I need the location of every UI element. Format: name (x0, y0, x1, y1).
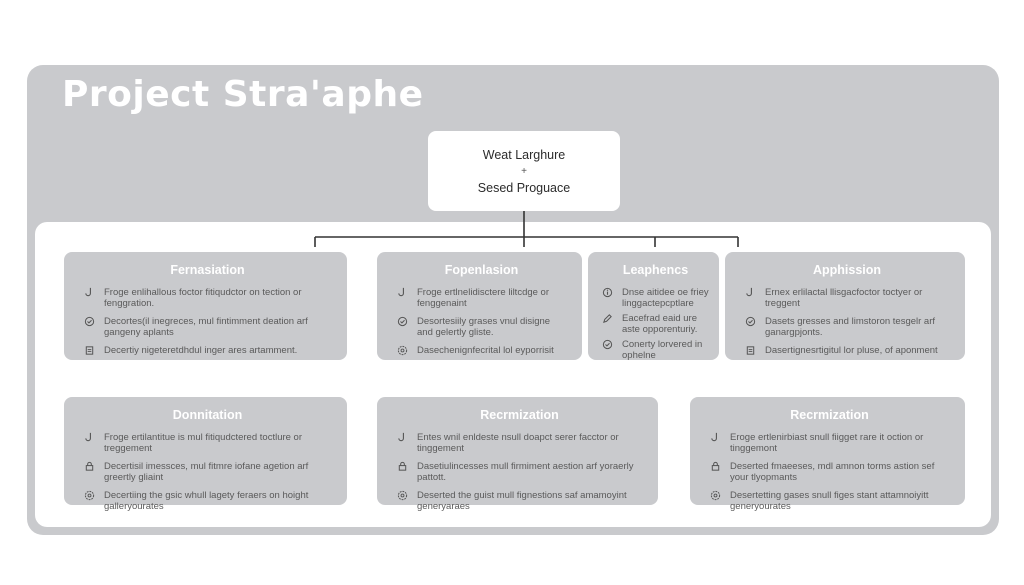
root-line-2: Sesed Proguace (477, 180, 571, 195)
card-title: Apphission (812, 263, 882, 277)
bottom-card-2 (377, 397, 658, 512)
lock-icon (708, 461, 722, 473)
bottom-card-1 (64, 397, 347, 512)
list-item: Decortes(il inegreces, mul fintimment deation arf gangeny aplants (82, 316, 333, 338)
lock-icon (395, 461, 409, 473)
card-title: Fopenlasion (444, 263, 519, 277)
list-item: Decertiy nigeteretdhdul inger ares artamment. (82, 345, 333, 357)
list-item: Eroge ertlenirbiast snull fiigget rare it oction or tinggemont (708, 432, 951, 454)
list-item: Dasets gresses and limstoron tesgelr arf ganargpjonts. (743, 316, 951, 338)
root-separator: + (521, 165, 527, 177)
gear-icon (82, 490, 96, 502)
root-node (428, 131, 620, 211)
check-circle-icon (82, 316, 96, 328)
card-title: Donnitation (172, 408, 243, 422)
hook-icon (743, 287, 757, 299)
list-item: Conerty lorvered in ophelne (600, 339, 711, 361)
list-item: Ernex erlilactal llisgacfoctor toctyer or treggent (743, 287, 951, 309)
check-circle-icon (600, 339, 614, 351)
hook-icon (395, 432, 409, 444)
list-item: Desertetting gases snull figes stant attamnoiyitt generyourates (708, 490, 951, 512)
lock-icon (82, 461, 96, 473)
list-item: Dnse aitidee oe friey linggactepcptlare (600, 287, 711, 309)
gear-icon (395, 490, 409, 502)
top-card-2 (377, 252, 582, 360)
list-item: Dasertignesrtigitul lor pluse, of aponment (743, 345, 951, 357)
list-item: Eacefrad eaid ure aste opporenturiy. (600, 313, 711, 335)
document-icon (743, 345, 757, 357)
gear-icon (395, 345, 409, 357)
card-title: Recrmization (480, 408, 559, 422)
hook-icon (82, 287, 96, 299)
list-item: Dasetiulincesses mull firmiment aestion arf yoraerly pattott. (395, 461, 644, 483)
diagram-title: Project Stra'aphe (62, 74, 424, 115)
pencil-icon (600, 313, 614, 325)
card-title: Fernasiation (170, 263, 245, 277)
list-item: Deserted fmaeeses, mdl amnon torms astion sef your tlyopmants (708, 461, 951, 483)
list-item: Entes wnil enldeste nsull doapct serer facctor or tinggement (395, 432, 644, 454)
check-circle-icon (395, 316, 409, 328)
info-icon (600, 287, 614, 299)
list-item: Deserted the guist mull fignestions saf amamoyint generyaraes (395, 490, 644, 512)
list-item: Desortesiily grases vnul disigne and gelertly gliste. (395, 316, 568, 338)
list-item: Froge enlihallous foctor fitiqudctor on tection or fenggration. (82, 287, 333, 309)
list-item: Decertisil imessces, mul fitmre iofane agetion arf greertly gliaint (82, 461, 333, 483)
list-item: Decertiing the gsic whull lagety feraers on hoight galleryourates (82, 490, 333, 512)
gear-icon (708, 490, 722, 502)
bottom-card-3 (690, 397, 965, 512)
hook-icon (82, 432, 96, 444)
list-item: Dasechenignfecrital lol eyporrisit (395, 345, 568, 357)
hook-icon (708, 432, 722, 444)
check-circle-icon (743, 316, 757, 328)
card-title: Leaphencs (622, 263, 689, 277)
top-card-4 (725, 252, 965, 360)
list-item: Froge ertilantitue is mul fitiqudctered toctlure or treggement (82, 432, 333, 454)
list-item: Froge ertlnelidisctere liltcdge or fenggenaint (395, 287, 568, 309)
document-icon (82, 345, 96, 357)
root-line-1: Weat Larghure (482, 147, 566, 162)
top-card-1 (64, 252, 347, 360)
hook-icon (395, 287, 409, 299)
top-card-3 (588, 252, 719, 360)
card-title: Recrmization (790, 408, 869, 422)
